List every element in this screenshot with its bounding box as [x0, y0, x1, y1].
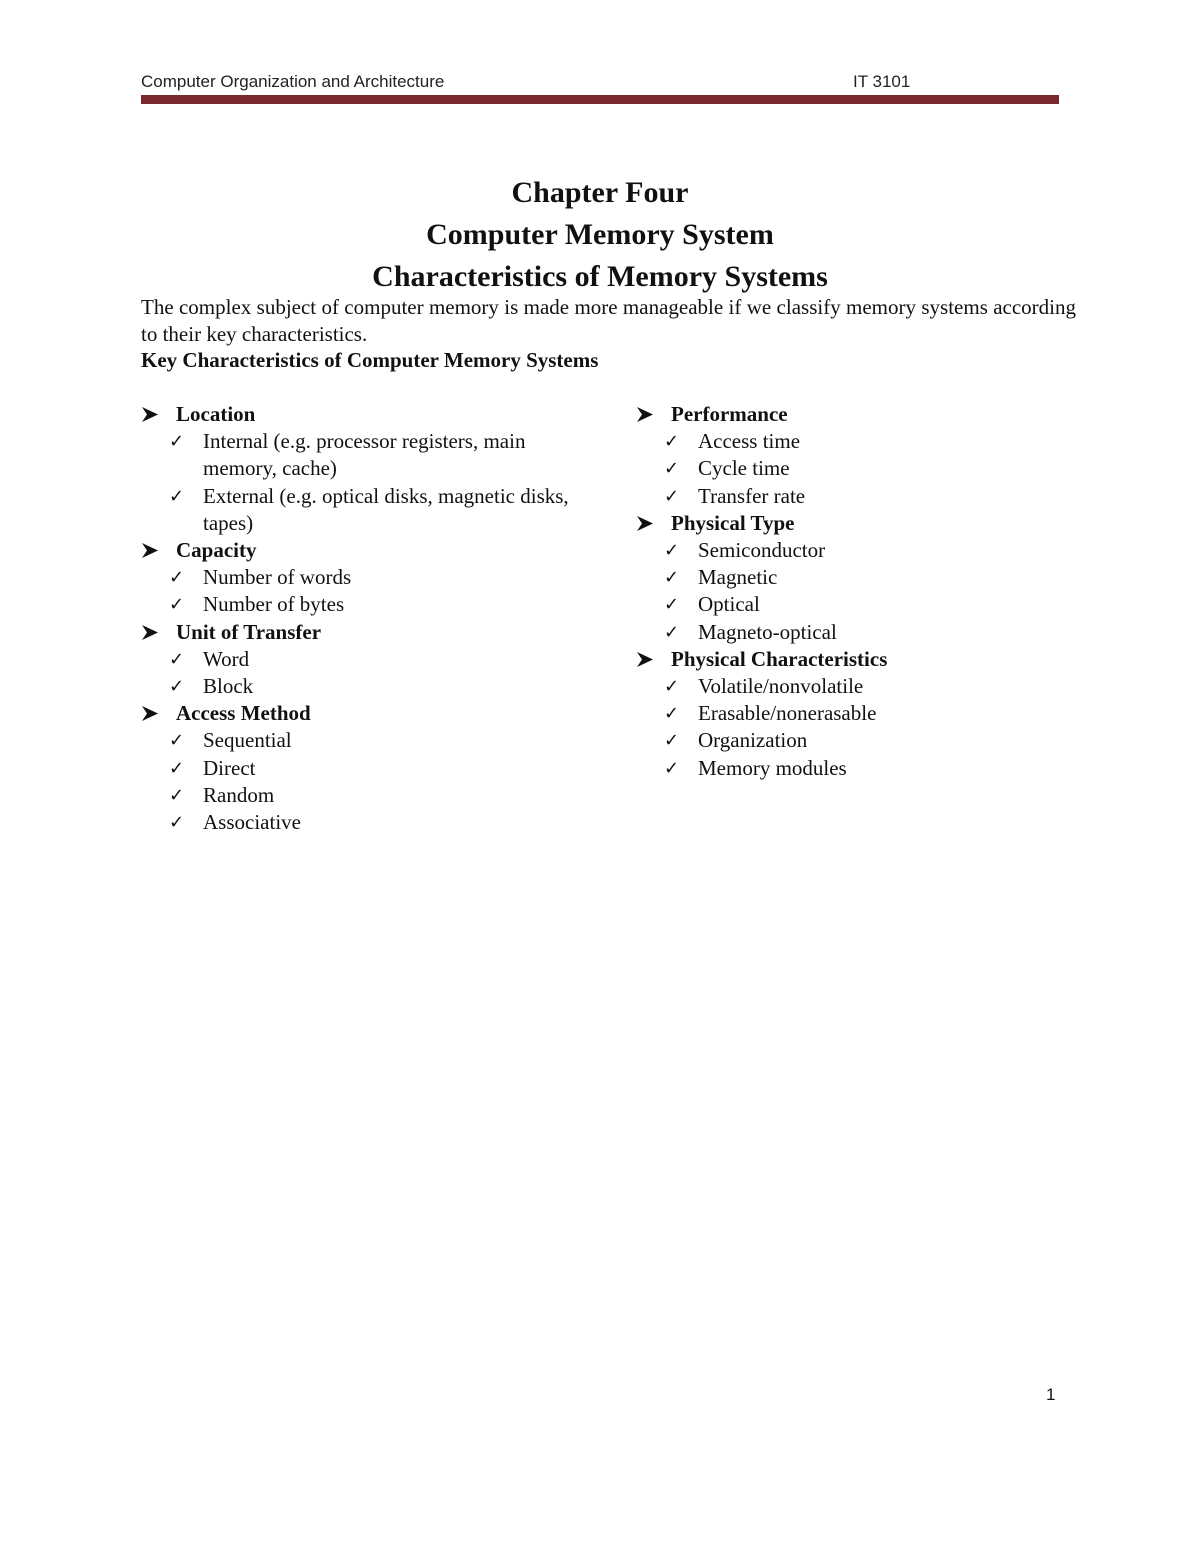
arrow-bullet-icon	[636, 406, 654, 423]
checkmark-icon: ✓	[664, 594, 680, 616]
list-item	[636, 591, 1066, 618]
list-item-text: Magneto-optical	[698, 619, 837, 644]
left-column	[141, 401, 571, 836]
category-label: Capacity	[176, 538, 257, 563]
course-code: IT 3101	[853, 72, 911, 91]
checkmark-icon: ✓	[169, 431, 185, 453]
checkmark-icon: ✓	[664, 757, 680, 779]
checkmark-icon: ✓	[169, 757, 185, 779]
category-heading	[636, 646, 1066, 673]
category-capacity	[141, 537, 571, 619]
category-label: Location	[176, 402, 256, 426]
list-item	[636, 455, 1066, 482]
checkmark-icon: ✓	[169, 485, 185, 507]
category-label: Physical Characteristics	[671, 646, 888, 671]
checkmark-icon: ✓	[169, 784, 185, 806]
checkmark-icon: ✓	[664, 703, 680, 725]
arrow-bullet-icon	[141, 406, 159, 423]
list-item-text: Block	[203, 674, 254, 699]
list-item-text: External (e.g. optical disks, magnetic disks, tapes)	[203, 483, 569, 535]
sub-item-list	[636, 428, 1066, 510]
subject-title: Computer Memory System	[426, 218, 774, 251]
sub-item-list	[636, 673, 1066, 782]
arrow-bullet-icon	[636, 651, 654, 668]
category-location	[141, 401, 571, 537]
category-physical-characteristics	[636, 646, 1066, 782]
checkmark-icon: ✓	[664, 485, 680, 507]
list-item	[141, 591, 571, 618]
checkmark-icon: ✓	[169, 594, 185, 616]
category-unit-of-transfer	[141, 619, 571, 701]
list-item	[141, 727, 571, 754]
header-rule	[141, 95, 1059, 104]
category-physical-type	[636, 510, 1066, 646]
sub-item-list	[141, 727, 571, 836]
list-item	[141, 564, 571, 591]
checkmark-icon: ✓	[664, 676, 680, 698]
list-item	[636, 537, 1066, 564]
checkmark-icon: ✓	[664, 431, 680, 453]
list-item	[141, 755, 571, 782]
checkmark-icon: ✓	[169, 648, 185, 670]
category-label: Unit of Transfer	[176, 619, 322, 644]
list-item	[636, 673, 1066, 700]
checkmark-icon: ✓	[664, 730, 680, 752]
category-label: Performance	[671, 402, 788, 426]
arrow-bullet-icon	[141, 624, 159, 641]
list-item-text: Erasable/nonerasable	[698, 701, 877, 726]
list-item-text: Associative	[203, 810, 301, 835]
category-heading	[141, 401, 571, 428]
list-item	[141, 646, 571, 673]
category-heading	[141, 700, 571, 727]
list-item	[636, 700, 1066, 727]
category-performance	[636, 401, 1066, 510]
sub-item-list	[636, 537, 1066, 646]
list-item-text: Number of bytes	[203, 592, 345, 617]
checkmark-icon: ✓	[664, 540, 680, 562]
list-item-text: Sequential	[203, 728, 292, 753]
category-heading	[636, 510, 1066, 537]
list-item	[141, 673, 571, 700]
section-title: Characteristics of Memory Systems	[372, 260, 828, 293]
list-item-text: Memory modules	[698, 755, 847, 780]
list-item-text: Access time	[698, 429, 801, 454]
page-number: 1	[1046, 1385, 1056, 1404]
list-item	[636, 483, 1066, 510]
list-item	[636, 727, 1066, 754]
intro-paragraph: The complex subject of computer memory is made more manageable if we classify memory systems according to their key characteristics.	[141, 295, 1076, 346]
category-heading	[141, 619, 571, 646]
list-item-text: Number of words	[203, 565, 352, 590]
list-item	[141, 428, 571, 482]
list-item-text: Volatile/nonvolatile	[698, 674, 864, 699]
list-item-text: Internal (e.g. processor registers, main memory, cache)	[203, 429, 526, 481]
chapter-title: Chapter Four	[511, 176, 689, 209]
list-item-text: Direct	[203, 755, 256, 780]
list-item-text: Transfer rate	[698, 483, 806, 508]
checkmark-icon: ✓	[664, 458, 680, 480]
list-item-text: Random	[203, 782, 275, 807]
list-item	[141, 782, 571, 809]
list-item-text: Semiconductor	[698, 538, 826, 563]
course-title: Computer Organization and Architecture	[141, 72, 445, 91]
category-access-method	[141, 700, 571, 836]
checkmark-icon: ✓	[169, 676, 185, 698]
list-item-text: Magnetic	[698, 565, 778, 590]
list-item	[141, 809, 571, 836]
arrow-bullet-icon	[636, 515, 654, 532]
title-block	[141, 172, 1059, 298]
sub-item-list	[141, 564, 571, 618]
category-heading	[141, 537, 571, 564]
list-item	[636, 619, 1066, 646]
list-item-text: Word	[203, 646, 250, 671]
checkmark-icon: ✓	[664, 567, 680, 589]
right-column	[636, 401, 1066, 782]
list-item-text: Cycle time	[698, 456, 790, 481]
checkmark-icon: ✓	[169, 567, 185, 589]
page-header	[141, 70, 1059, 96]
checkmark-icon: ✓	[169, 812, 185, 834]
list-item	[141, 483, 571, 537]
sub-item-list	[141, 646, 571, 700]
arrow-bullet-icon	[141, 542, 159, 559]
list-item-text: Organization	[698, 728, 808, 753]
checkmark-icon: ✓	[169, 730, 185, 752]
list-item	[636, 564, 1066, 591]
list-item-text: Optical	[698, 592, 760, 617]
category-heading	[636, 401, 1066, 428]
list-item	[636, 428, 1066, 455]
category-label: Physical Type	[671, 510, 795, 535]
checkmark-icon: ✓	[664, 621, 680, 643]
sub-item-list	[141, 428, 571, 537]
list-item	[636, 755, 1066, 782]
category-label: Access Method	[176, 701, 311, 726]
key-characteristics-heading: Key Characteristics of Computer Memory Systems	[141, 348, 599, 372]
arrow-bullet-icon	[141, 705, 159, 722]
